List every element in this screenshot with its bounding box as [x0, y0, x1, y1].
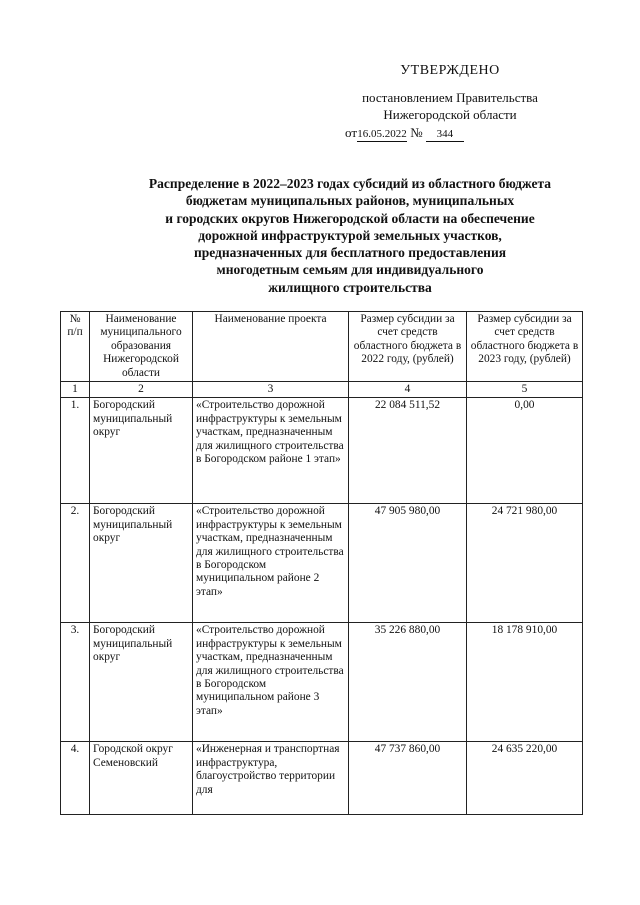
row-amount-2023: 0,00	[467, 398, 583, 504]
row-amount-2023: 24 721 980,00	[467, 504, 583, 623]
title-line: дорожной инфраструктурой земельных участков,	[198, 227, 502, 243]
row-amount-2022: 47 737 860,00	[349, 742, 467, 815]
row-municipality: Богородский муниципальный округ	[90, 623, 193, 742]
row-amount-2023: 18 178 910,00	[467, 623, 583, 742]
row-project: «Строительство дорожной инфраструктуры к земельным участкам, предназначенным для жилищного строительства в Богородском районе 1 этап»	[193, 398, 349, 504]
row-number: 1.	[61, 398, 90, 504]
approval-date-number	[345, 124, 464, 142]
row-municipality: Богородский муниципальный округ	[90, 398, 193, 504]
table-row	[61, 742, 583, 815]
title-line: многодетным семьям для индивидуального	[216, 262, 484, 278]
title-line: Распределение в 2022–2023 годах субсидий из областного бюджета	[148, 176, 552, 191]
row-project: «Строительство дорожной инфраструктуры к земельным участкам, предназначенным для жилищного строительства в Богородском муниципальном районе 2 этап»	[193, 504, 349, 623]
row-number: 3.	[61, 623, 90, 742]
number-label: №	[410, 125, 423, 140]
row-project: «Инженерная и транспортная инфраструктура, благоустройство территории для	[193, 742, 349, 815]
subsidy-table	[60, 311, 583, 815]
table-header-row	[61, 312, 583, 382]
document-title	[100, 175, 600, 296]
row-municipality: Богородский муниципальный округ	[90, 504, 193, 623]
header-number: № п/п	[61, 312, 90, 382]
header-amount-2023: Размер субсидии за счет средств областного бюджета в 2023 году, (рублей)	[467, 312, 583, 382]
row-number: 4.	[61, 742, 90, 815]
approval-line-1: постановлением Правительства	[362, 90, 538, 105]
row-amount-2022: 22 084 511,52	[349, 398, 467, 504]
title-line: бюджетам муниципальных районов, муниципальных	[185, 193, 515, 209]
from-label: от	[345, 125, 358, 140]
title-line: и городских округов Нижегородской области на обеспечение	[165, 210, 535, 226]
row-municipality: Городской округ Семеновский	[90, 742, 193, 815]
row-project: «Строительство дорожной инфраструктуры к земельным участкам, предназначенным для жилищного строительства в Богородском муниципальном районе 3 этап»	[193, 623, 349, 742]
column-number-row	[61, 382, 583, 398]
approval-number: 344	[426, 128, 464, 142]
row-amount-2023: 24 635 220,00	[467, 742, 583, 815]
header-project: Наименование проекта	[193, 312, 349, 382]
column-number: 3	[193, 382, 349, 398]
row-amount-2022: 35 226 880,00	[349, 623, 467, 742]
row-amount-2022: 47 905 980,00	[349, 504, 467, 623]
approval-date: 16.05.2022	[357, 128, 407, 140]
column-number: 2	[90, 382, 193, 398]
title-line: предназначенных для бесплатного предоставления	[193, 245, 507, 261]
table-row	[61, 623, 583, 742]
column-number: 1	[61, 382, 90, 398]
title-line: жилищного строительства	[268, 279, 432, 295]
approval-title: УТВЕРЖДЕНО	[400, 63, 500, 78]
header-amount-2022: Размер субсидии за счет средств областного бюджета в 2022 году, (рублей)	[349, 312, 467, 382]
table-row	[61, 398, 583, 504]
column-number: 4	[349, 382, 467, 398]
header-municipality: Наименование муниципального образования Нижегородской области	[90, 312, 193, 382]
row-number: 2.	[61, 504, 90, 623]
approval-line-2: Нижегородской области	[383, 107, 517, 122]
column-number: 5	[467, 382, 583, 398]
table-row	[61, 504, 583, 623]
